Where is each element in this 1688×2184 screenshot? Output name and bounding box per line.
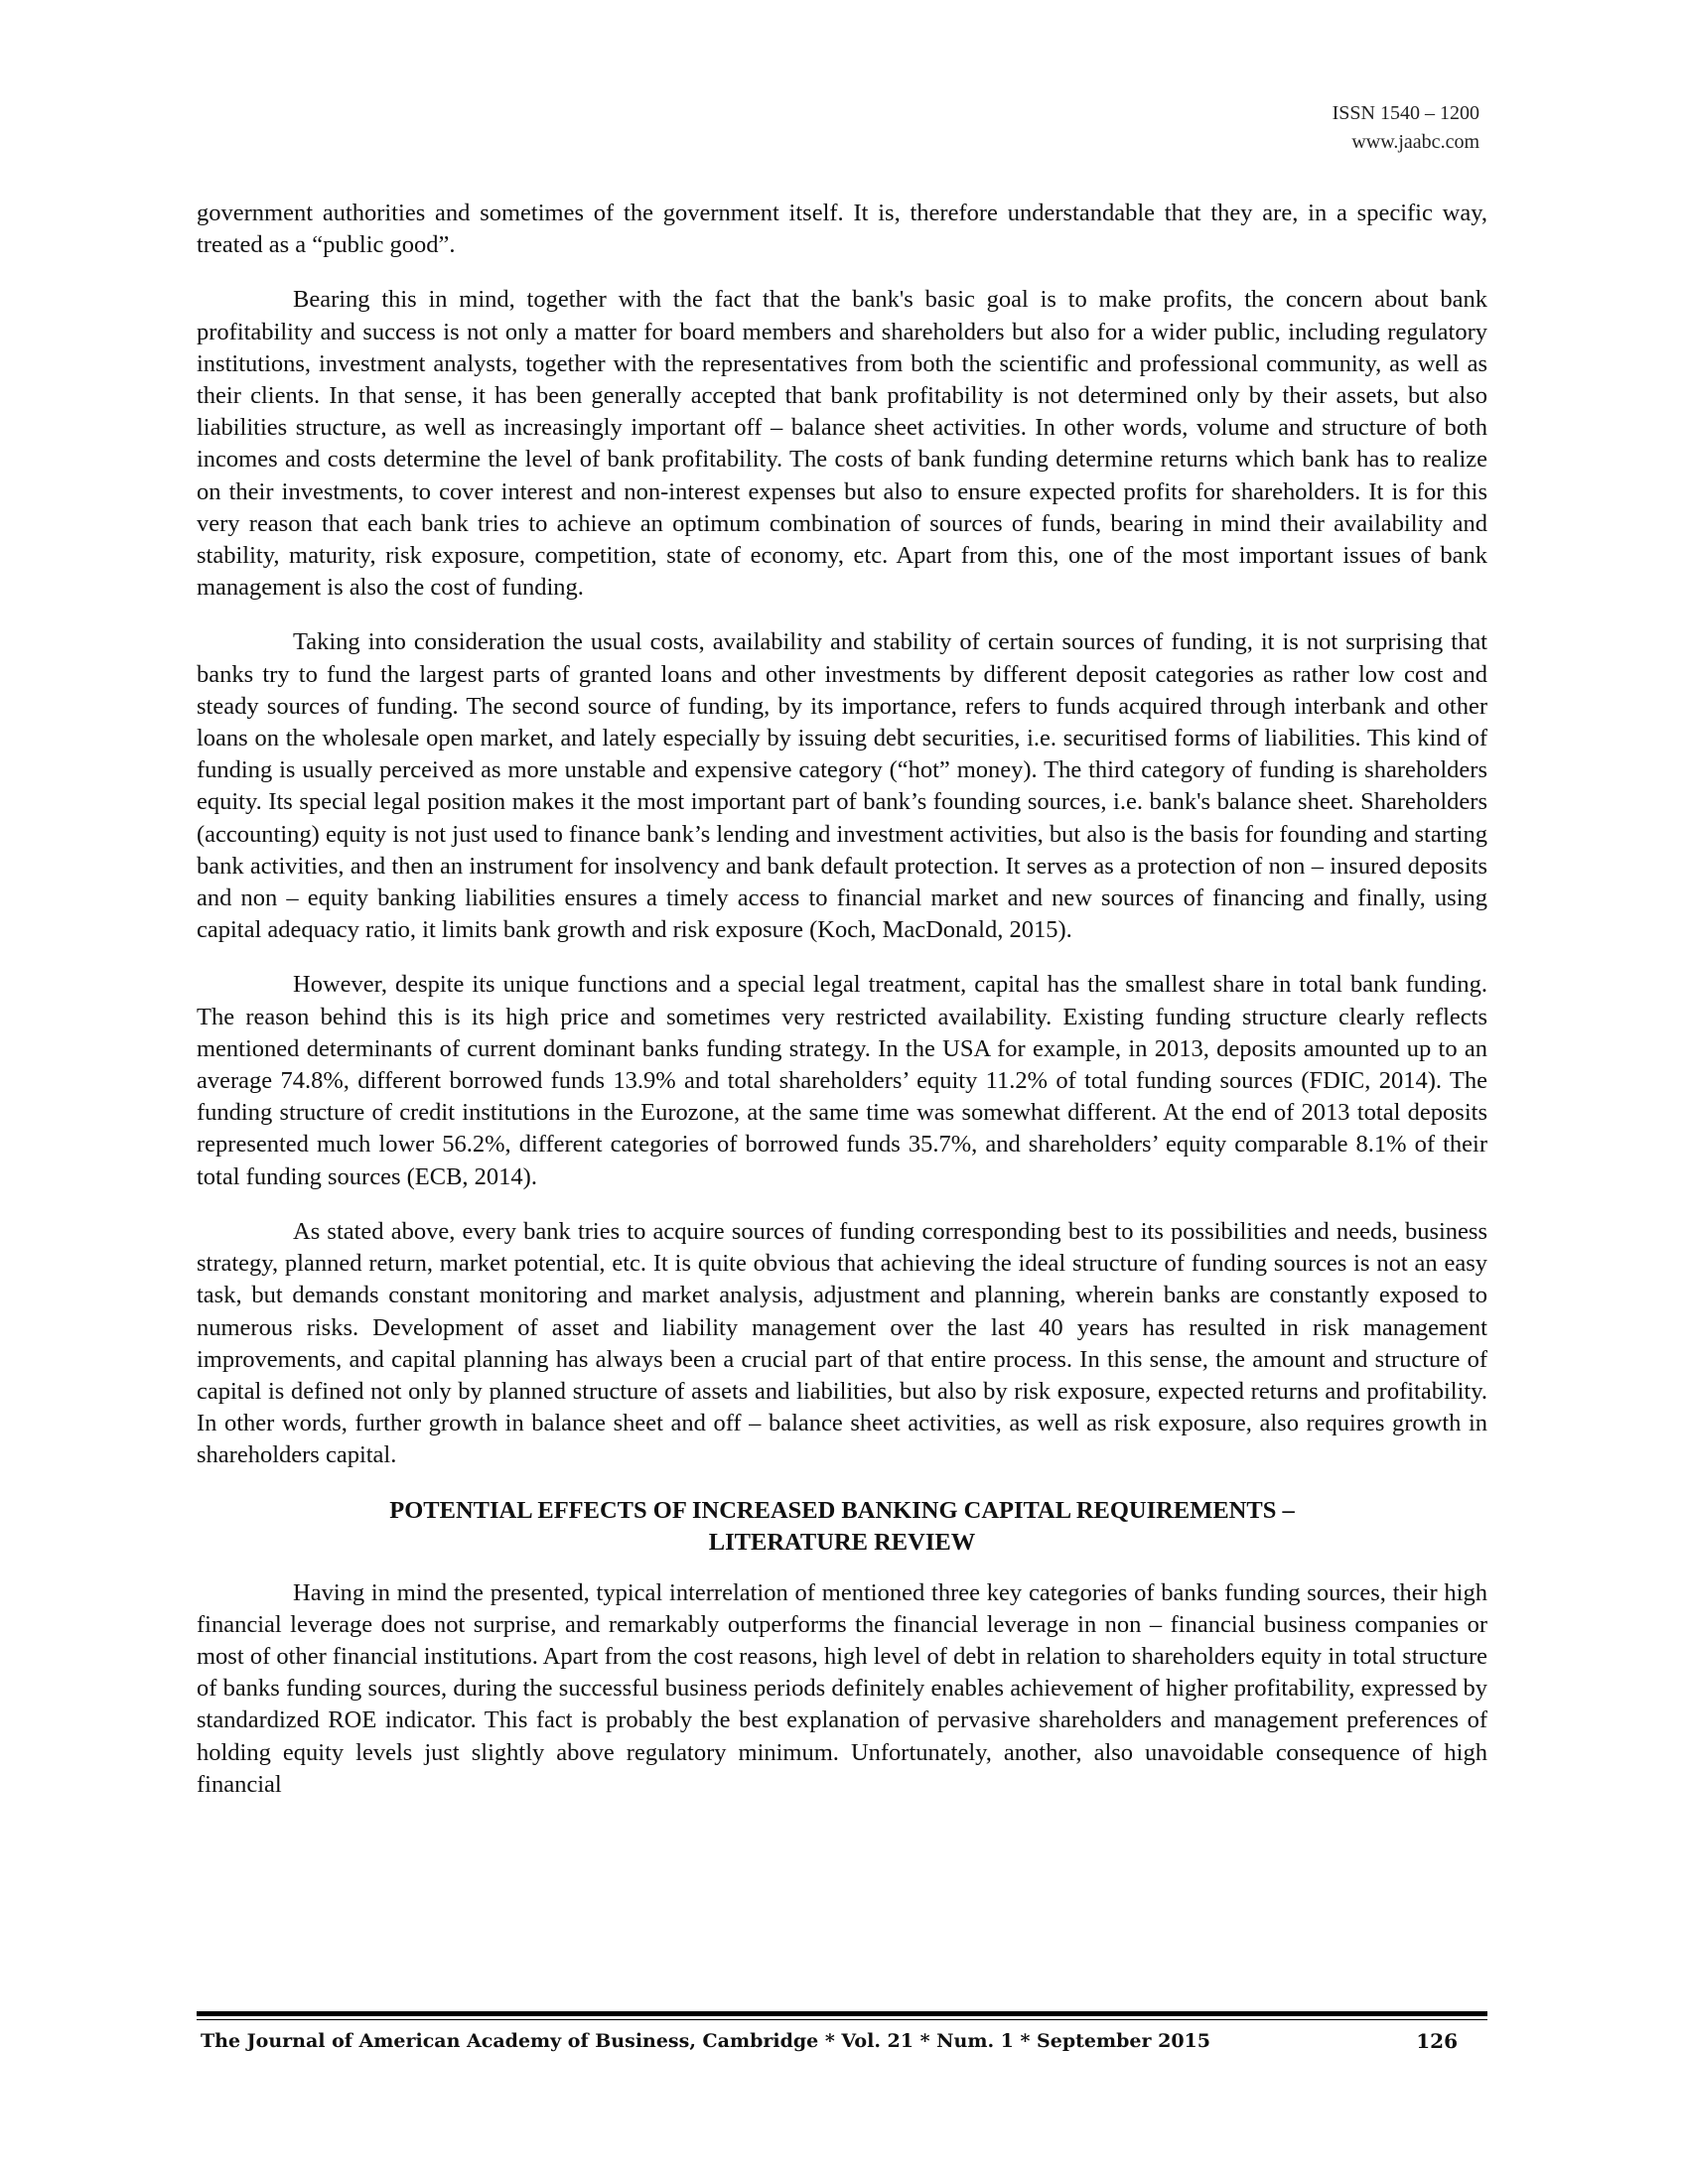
footer-line — [197, 2024, 1487, 2058]
footer-rule — [197, 2011, 1487, 2016]
body-paragraph: As stated above, every bank tries to acquire sources of funding corresponding best to its possibilities and needs, business strategy, planned return, market potential, etc. It is quite obvious that achieving the ideal structure of funding sources is not an easy task, but demands constant monitoring and market analysis, adjustment and planning, wherein banks are constantly exposed to numerous risks. Development of asset and liability management over the last 40 years has resulted in risk management improvements, and capital planning has always been a crucial part of that entire process. In this sense, the amount and structure of capital is defined not only by planned structure of assets and liabilities, but also by risk exposure, expected returns and profitability. In other words, further growth in balance sheet and off – balance sheet activities, as well as risk exposure, also requires growth in shareholders capital. — [197, 1217, 1487, 1469]
page-number: 126 — [1416, 2029, 1458, 2053]
journal-website: www.jaabc.com — [1351, 131, 1479, 153]
section-heading-line: LITERATURE REVIEW — [708, 1528, 976, 1556]
body-paragraph: Bearing this in mind, together with the fact that the bank's basic goal is to make profits, the concern about bank profitability and success is not only a matter for board members and shareholders but also for a wider public, including regulatory institutions, investment analysts, together with the representatives from both the scientific and professional community, as well as their clients. In that sense, it has been generally accepted that bank profitability is not determined only by their assets, but also liabilities structure, as well as increasingly important off – balance sheet activities. In other words, volume and structure of both incomes and costs determine the level of bank profitability. The costs of bank funding determine returns which bank has to realize on their investments, to cover interest and non-interest expenses but also to ensure expected profits for shareholders. It is for this very reason that each bank tries to achieve an optimum combination of sources of funds, bearing in mind their availability and stability, maturity, risk exposure, competition, state of economy, etc. Apart from this, one of the most important issues of bank management is also the cost of funding. — [197, 286, 1487, 602]
section-heading — [197, 1495, 1487, 1559]
section-heading-line: POTENTIAL EFFECTS OF INCREASED BANKING CAPITAL REQUIREMENTS – — [389, 1496, 1295, 1524]
body-paragraph: government authorities and sometimes of the government itself. It is, therefore understandable that they are, in a specific way, treated as a “public good”. — [197, 200, 1487, 259]
article-body — [197, 198, 1487, 1824]
page-footer — [197, 2011, 1487, 2058]
body-paragraph: Having in mind the presented, typical interrelation of mentioned three key categories of banks funding sources, their high financial leverage does not surprise, and remarkably outperforms the financial leverage in non – financial business companies or most of other financial institutions. Apart from the cost reasons, high level of debt in relation to shareholders equity in total structure of banks funding sources, during the successful business periods definitely enables achievement of higher profitability, expressed by standardized ROE indicator. This fact is probably the best explanation of pervasive shareholders and management preferences of holding equity levels just slightly above regulatory minimum. Unfortunately, another, also unavoidable consequence of high financial — [197, 1578, 1487, 1798]
footer-journal-citation: The Journal of American Academy of Business, Cambridge * Vol. 21 * Num. 1 * September 2015 — [201, 2030, 1211, 2052]
body-paragraph: However, despite its unique functions and a special legal treatment, capital has the smallest share in total bank funding. The reason behind this is its high price and sometimes very restricted availability. Existing funding structure clearly reflects mentioned determinants of current dominant banks funding strategy. In the USA for example, in 2013, deposits amounted up to an average 74.8%, different borrowed funds 13.9% and total shareholders’ equity 11.2% of total funding sources (FDIC, 2014). The funding structure of credit institutions in the Eurozone, at the same time was somewhat different. At the end of 2013 total deposits represented much lower 56.2%, different categories of borrowed funds 35.7%, and shareholders’ equity comparable 8.1% of their total funding sources (ECB, 2014). — [197, 971, 1487, 1190]
issn-label: ISSN 1540 – 1200 — [1332, 102, 1479, 124]
running-header — [1333, 99, 1479, 157]
footer-rule — [197, 2019, 1487, 2020]
body-paragraph: Taking into consideration the usual costs, availability and stability of certain sources of funding, it is not surprising that banks try to fund the largest parts of granted loans and other investments by different deposit categories as rather low cost and steady sources of funding. The second source of funding, by its importance, refers to funds acquired through interbank and other loans on the wholesale open market, and lately especially by issuing debt securities, i.e. securitised forms of liabilities. This kind of funding is usually perceived as more unstable and expensive category (“hot” money). The third category of funding is shareholders equity. Its special legal position makes it the most important part of bank’s founding sources, i.e. bank's balance sheet. Shareholders (accounting) equity is not just used to finance bank’s lending and investment activities, but also is the basis for founding and starting bank activities, and then an instrument for insolvency and bank default protection. It serves as a protection of non – insured deposits and non – equity banking liabilities ensures a timely access to financial market and new sources of financing and finally, using capital adequacy ratio, it limits bank growth and risk exposure (Koch, MacDonald, 2015). — [197, 628, 1487, 944]
